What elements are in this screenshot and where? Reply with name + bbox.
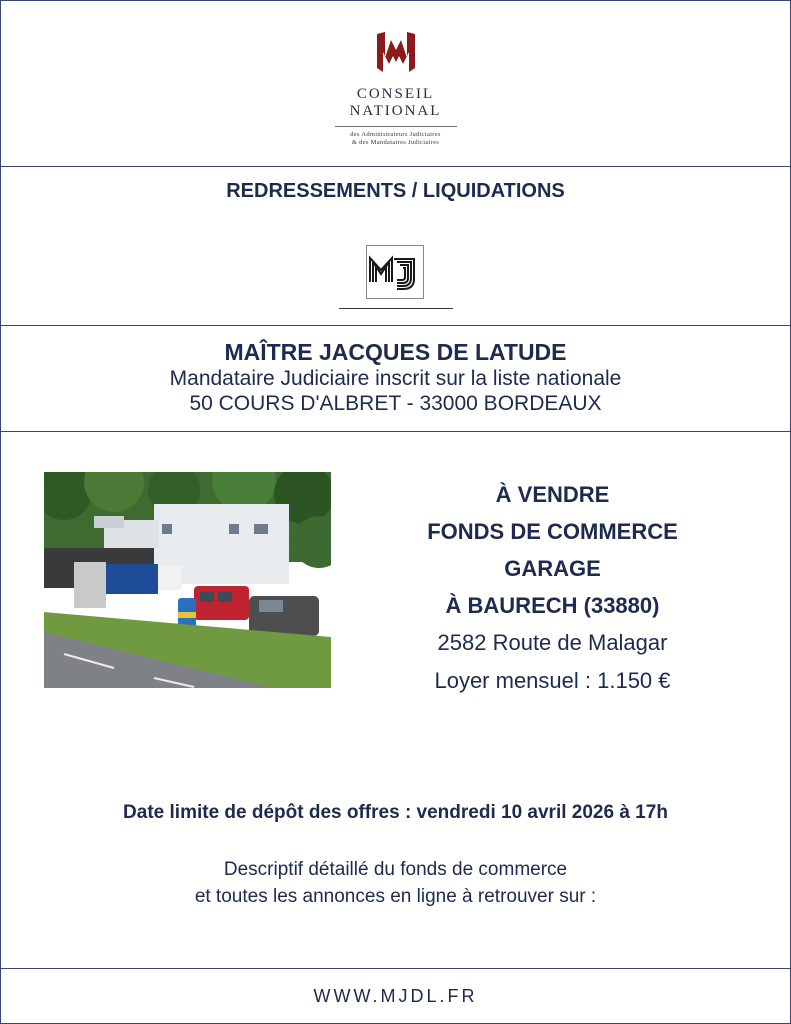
description-line2: et toutes les annonces en ligne à retrouver sur : [194, 886, 597, 907]
garage-building-photo [44, 472, 331, 688]
offer-deadline: Date limite de dépôt des offres : vendredi 10 avril 2026 à 17h [123, 802, 668, 823]
sale-type: FONDS DE COMMERCE [427, 519, 678, 544]
divider-header [0, 166, 791, 167]
section-title: REDRESSEMENTS / LIQUIDATIONS [226, 180, 565, 202]
sale-location: À BAURECH (33880) [445, 593, 660, 618]
sale-info [400, 476, 705, 700]
sale-heading: À VENDRE [495, 482, 610, 507]
description-line1: Descriptif détaillé du fonds de commerce [223, 859, 568, 880]
mandataire-role: Mandataire Judiciaire inscrit sur la liste nationale [169, 367, 622, 390]
cnajmj-crown-logo-icon [371, 28, 421, 78]
divider-mandataire [0, 431, 791, 432]
divider-section [0, 325, 791, 326]
description [0, 856, 791, 910]
logo-rule [335, 126, 457, 127]
council-logo [300, 28, 491, 147]
org-subtitle-line2: & des Mandataires Judiciaires [351, 139, 440, 146]
org-name-line2: NATIONAL [349, 103, 442, 119]
org-name-line1: CONSEIL [356, 86, 435, 102]
mj-logo-icon [366, 245, 424, 299]
divider-footer [0, 968, 791, 969]
mandataire-name: MAÎTRE JACQUES DE LATUDE [224, 339, 567, 365]
sale-rent: Loyer mensuel : 1.150 € [434, 668, 671, 693]
sale-activity: GARAGE [504, 556, 601, 581]
sale-street: 2582 Route de Malagar [437, 630, 668, 655]
mandataire-address: 50 COURS D'ALBRET - 33000 BORDEAUX [189, 392, 602, 415]
mj-underline [339, 308, 453, 309]
org-subtitle-line1: des Administrateurs Judiciaires [350, 131, 441, 138]
website-link[interactable]: WWW.MJDL.FR [313, 986, 478, 1006]
mandataire-block [0, 338, 791, 416]
